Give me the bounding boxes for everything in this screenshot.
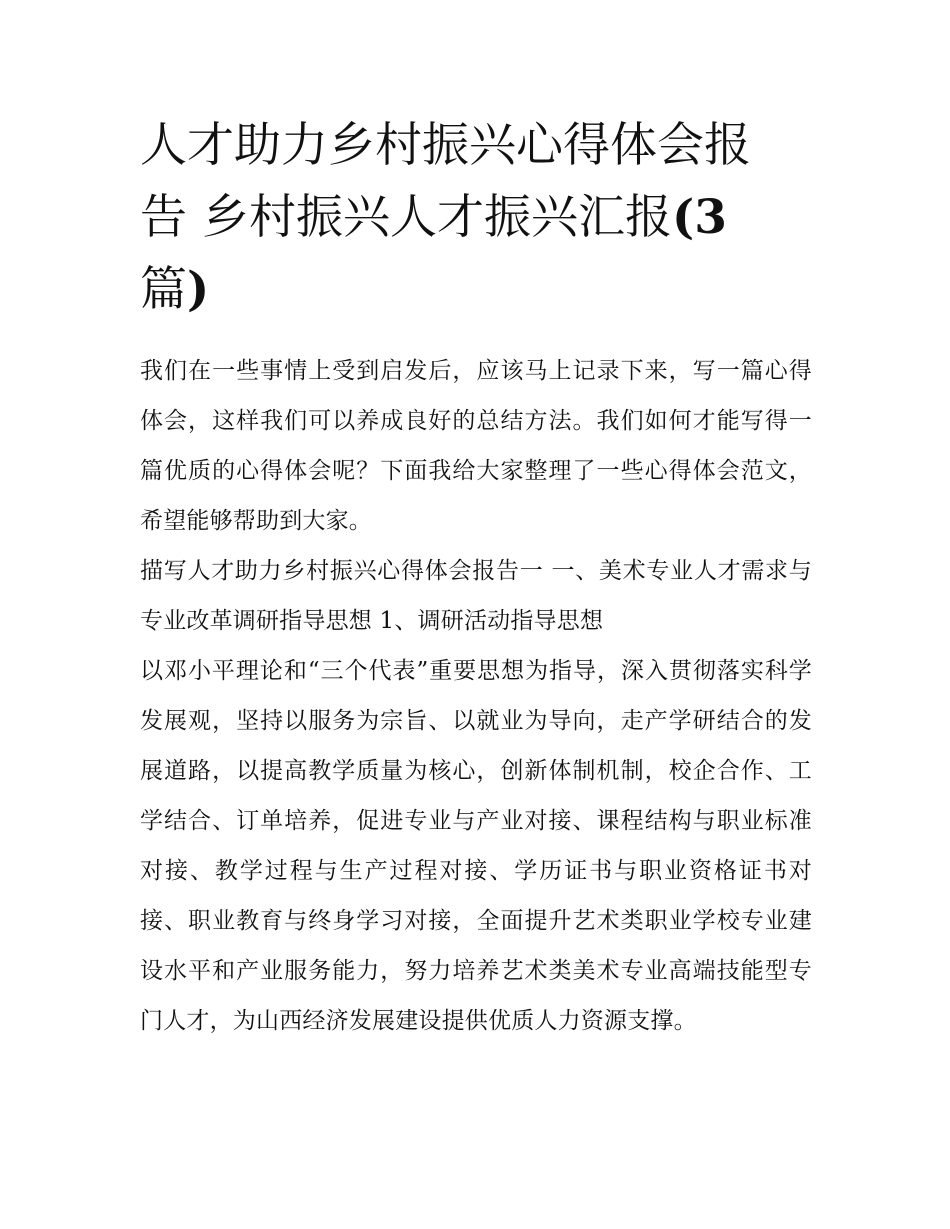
intro-paragraph: 我们在一些事情上受到启发后，应该马上记录下来，写一篇心得体会，这样我们可以养成良好的总结方法。我们如何才能写得一篇优质的心得体会呢？下面我给大家整理了一些心得体会范文，希望能够帮助到大家。 bbox=[140, 358, 812, 534]
title-count-close: ) bbox=[187, 262, 210, 317]
body-paragraph: 以邓小平理论和“三个代表”重要思想为指导，深入贯彻落实科学发展观，坚持以服务为宗旨、以就业为导向，走产学研结合的发展道路，以提高教学质量为核心，创新体制机制，校企合作、工学结合、订单培养，促进专业与产业对接、课程结构与职业标准对接、教学过程与生产过程对接、学历证书与职业资格证书对接、职业教育与终身学习对接，全面提升艺术类职业学校专业建设水平和产业服务能力，努力培养艺术类美术专业高端技能型专门人才，为山西经济发展建设提供优质人力资源支撑。 bbox=[140, 658, 812, 1034]
section-heading-paragraph: 描写人才助力乡村振兴心得体会报告一 一、美术专业人才需求与专业改革调研指导思想 1、调研活动指导思想 bbox=[140, 558, 812, 634]
document-title bbox=[140, 110, 812, 326]
document-page bbox=[140, 110, 812, 1046]
title-count-open: (3 bbox=[671, 190, 727, 245]
title-line-1: 人才助力乡村振兴心得体会报 bbox=[140, 118, 751, 173]
title-line-3: 篇 bbox=[140, 262, 187, 317]
title-line-2: 告 乡村振兴人才振兴汇报 bbox=[140, 190, 672, 245]
